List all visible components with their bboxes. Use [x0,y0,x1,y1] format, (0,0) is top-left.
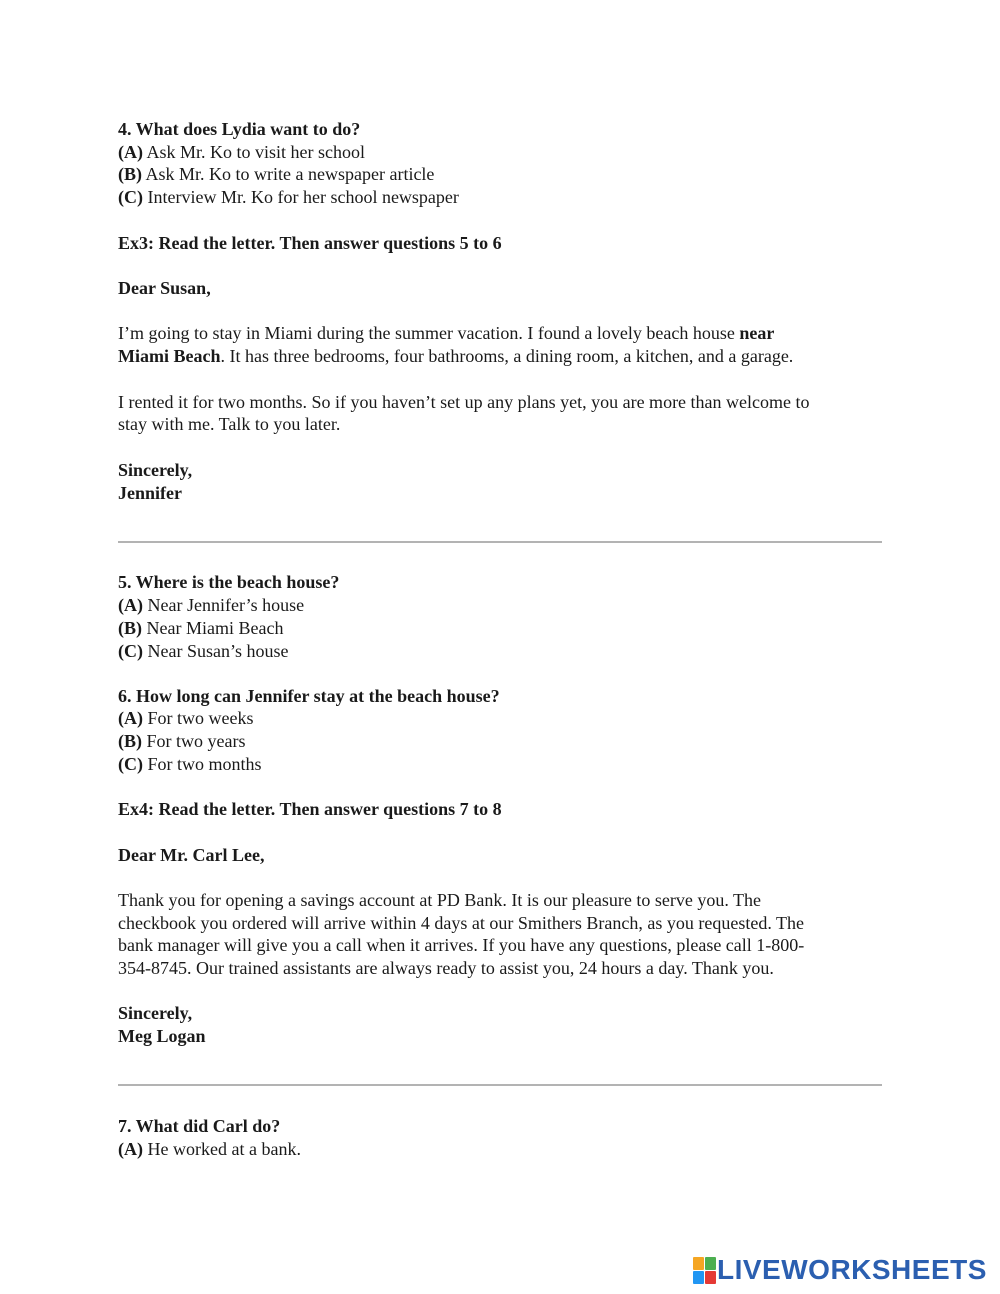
q6-question: 6. How long can Jennifer stay at the beach house? [118,686,500,706]
option-text: Near Miami Beach [142,618,284,638]
ex4-body-line: Thank you for opening a savings account at PD Bank. It is our pleasure to serve you. The [118,890,762,910]
q5-option-c[interactable] [118,640,288,662]
option-text: For two years [142,731,246,751]
q6-option-b[interactable] [118,730,245,752]
q6-option-c[interactable] [118,753,262,775]
q4-option-a[interactable] [118,141,365,163]
q6-option-a[interactable] [118,707,254,729]
ex3-paragraph2-line1: I rented it for two months. So if you haven’t set up any plans yet, you are more than welcome to [118,392,810,412]
ex4-body-line: bank manager will give you a call when it arrives. If you have any questions, please call 1-800- [118,935,805,955]
q4-option-c[interactable] [118,186,459,208]
section-divider [118,1084,882,1086]
ex3-closing: Sincerely, [118,460,193,480]
option-text: For two months [143,754,262,774]
q5-question: 5. Where is the beach house? [118,572,340,592]
q7-question: 7. What did Carl do? [118,1116,281,1136]
option-key: (C) [118,187,143,207]
ex3-paragraph1-line1: I’m going to stay in Miami during the summer vacation. I found a lovely beach house near [118,323,775,343]
option-key: (A) [118,1139,143,1159]
option-key: (A) [118,595,143,615]
ex4-heading: Ex4: Read the letter. Then answer questions 7 to 8 [118,799,502,819]
ex4-body-line: checkbook you ordered will arrive within 4 days at our Smithers Branch, as you requested. The [118,913,804,933]
ex4-salutation: Dear Mr. Carl Lee, [118,845,265,865]
ex3-paragraph1-line2: Miami Beach. It has three bedrooms, four bathrooms, a dining room, a kitchen, and a garage. [118,346,794,366]
option-text: Near Susan’s house [143,641,289,661]
section-divider [118,541,882,543]
option-text: Ask Mr. Ko to write a newspaper article [142,164,435,184]
q5-option-a[interactable] [118,594,304,616]
ex4-signature: Meg Logan [118,1026,206,1046]
option-text: Ask Mr. Ko to visit her school [143,142,366,162]
q4-question: 4. What does Lydia want to do? [118,119,361,139]
ex4-body-line: 354-8745. Our trained assistants are always ready to assist you, 24 hours a day. Thank you. [118,958,774,978]
ex4-closing: Sincerely, [118,1003,193,1023]
option-key: (B) [118,618,142,638]
option-text: Interview Mr. Ko for her school newspaper [143,187,459,207]
q4-option-b[interactable] [118,163,434,185]
liveworksheets-logo[interactable] [693,1255,987,1285]
liveworksheets-logo-icon [693,1257,715,1283]
option-key: (A) [118,708,143,728]
ex3-salutation: Dear Susan, [118,278,211,298]
option-text: He worked at a bank. [143,1139,301,1159]
ex3-signature: Jennifer [118,483,182,503]
option-key: (C) [118,641,143,661]
option-text: Near Jennifer’s house [143,595,305,615]
q5-option-b[interactable] [118,617,283,639]
logo-text: LIVEWORKSHEETS [717,1254,987,1285]
q7-option-a[interactable] [118,1138,301,1160]
option-key: (B) [118,731,142,751]
option-key: (B) [118,164,142,184]
ex3-heading: Ex3: Read the letter. Then answer questions 5 to 6 [118,233,502,253]
option-key: (A) [118,142,143,162]
ex3-paragraph2-line2: stay with me. Talk to you later. [118,414,341,434]
option-key: (C) [118,754,143,774]
option-text: For two weeks [143,708,254,728]
